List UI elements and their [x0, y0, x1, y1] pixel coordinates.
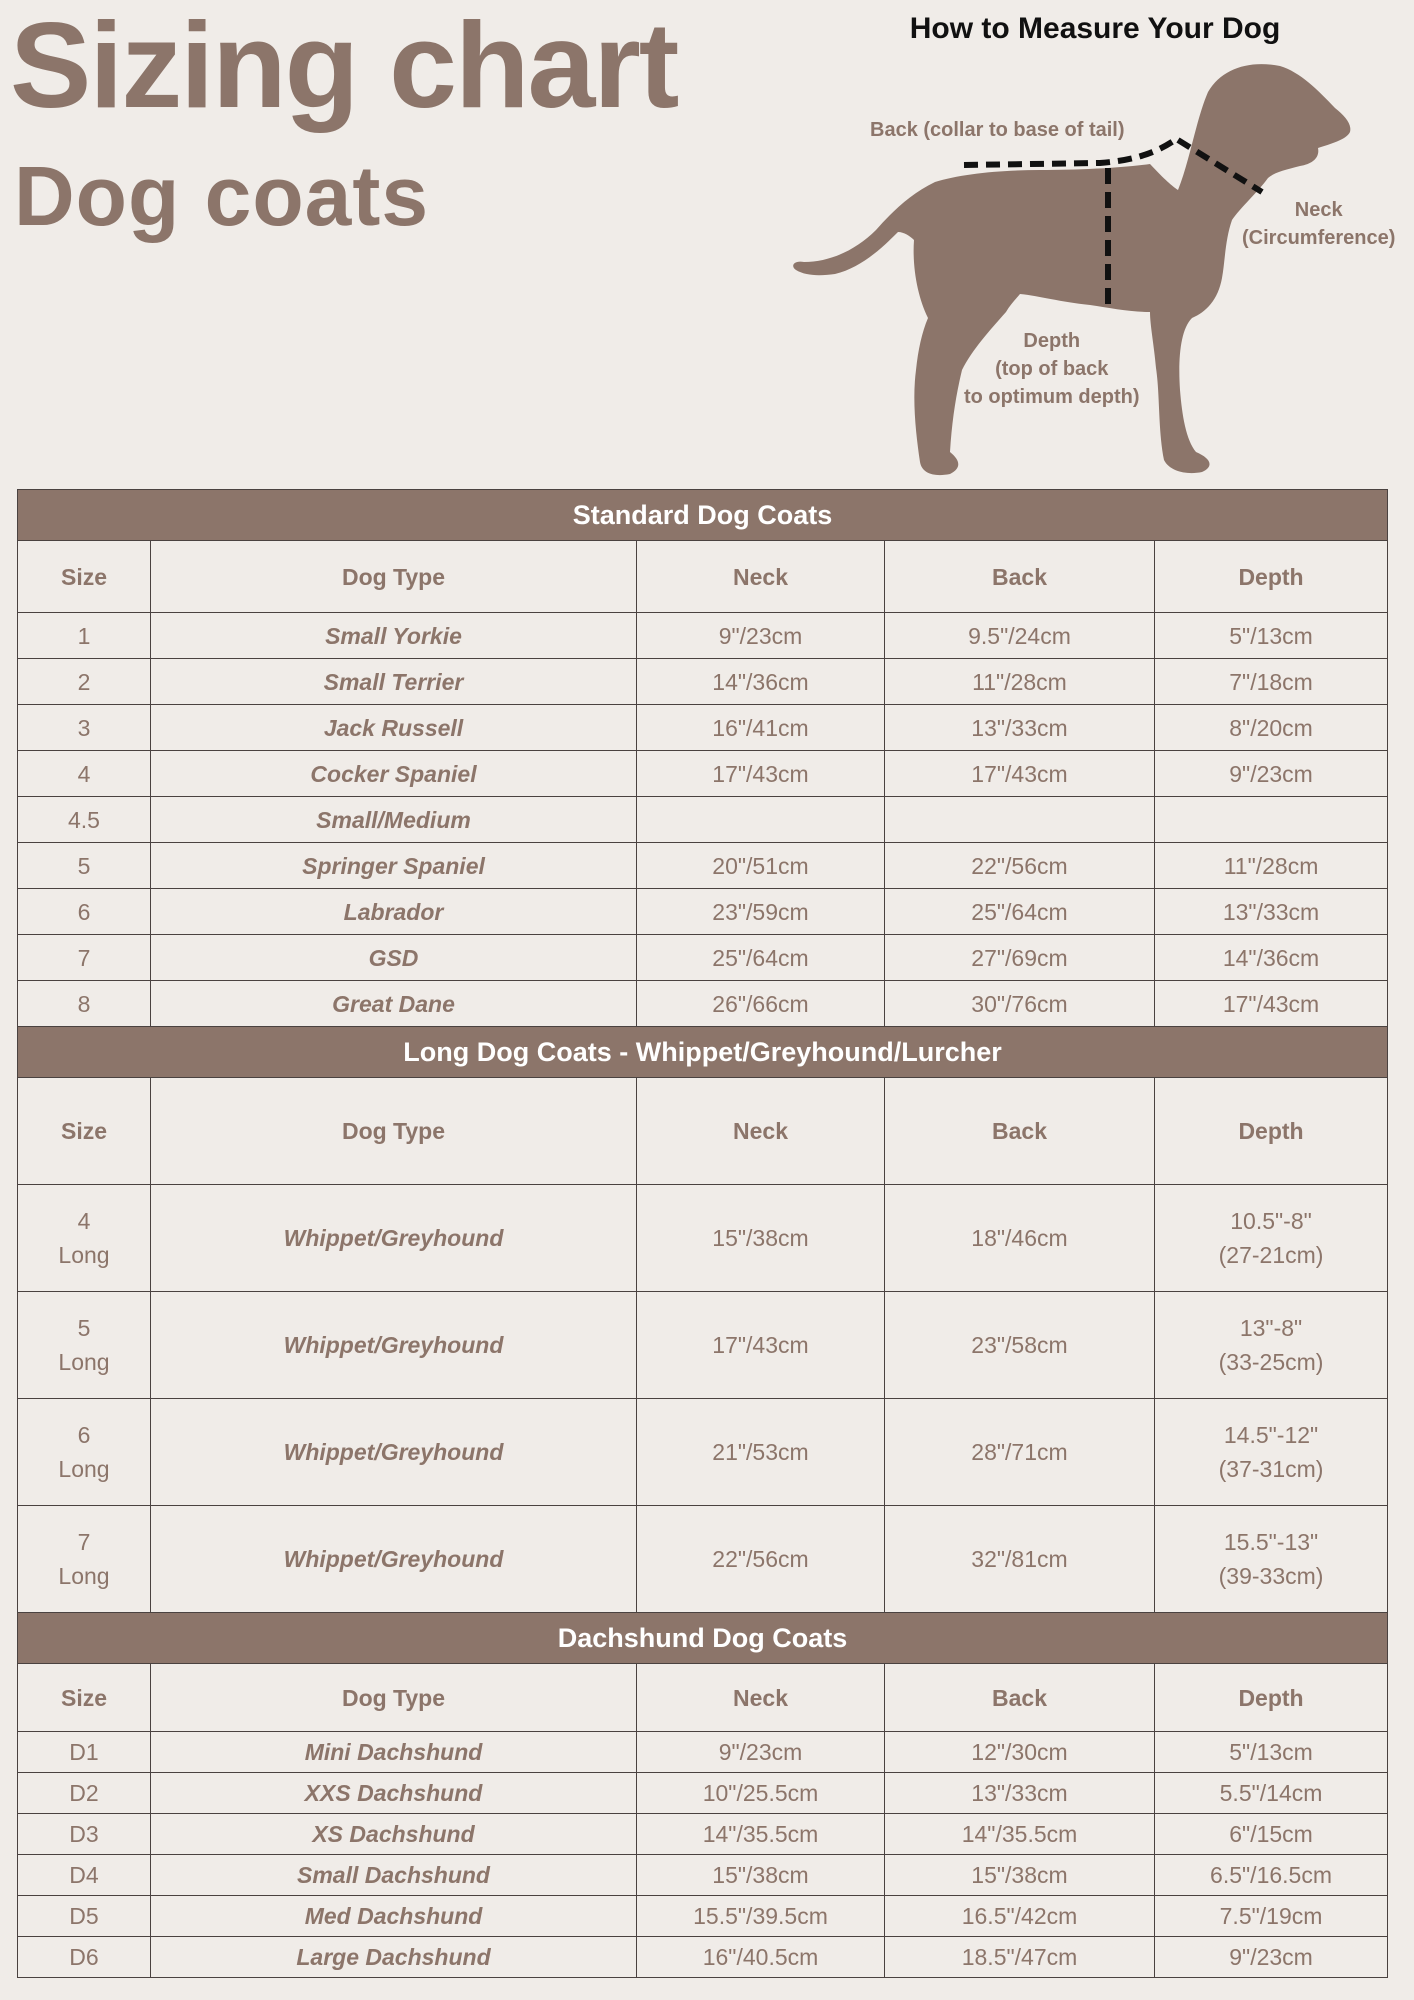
- depth-cell: 5"/13cm: [1155, 613, 1388, 659]
- depth-cell: [1155, 1185, 1388, 1292]
- size-line: 4: [77, 1208, 91, 1234]
- depth-cell: 9"/23cm: [1155, 1937, 1388, 1978]
- back-cell: 14"/35.5cm: [885, 1814, 1155, 1855]
- column-header: Neck: [637, 541, 885, 613]
- table-row: [18, 705, 1388, 751]
- size-cell: 3: [18, 705, 151, 751]
- column-header: Depth: [1155, 541, 1388, 613]
- back-cell: [885, 797, 1155, 843]
- column-header-row: [18, 541, 1388, 613]
- table-row: [18, 797, 1388, 843]
- size-line: Long: [58, 1563, 110, 1589]
- depth-cell: 11"/28cm: [1155, 843, 1388, 889]
- size-cell: D1: [18, 1732, 151, 1773]
- neck-cell: 21"/53cm: [637, 1399, 885, 1506]
- back-cell: 27"/69cm: [885, 935, 1155, 981]
- size-cell: 2: [18, 659, 151, 705]
- depth-line: (39-33cm): [1218, 1563, 1324, 1589]
- neck-cell: 14"/35.5cm: [637, 1814, 885, 1855]
- size-cell: 1: [18, 613, 151, 659]
- table-row: [18, 1292, 1388, 1399]
- depth-line: (33-25cm): [1218, 1349, 1324, 1375]
- depth-cell: 9"/23cm: [1155, 751, 1388, 797]
- neck-cell: 15"/38cm: [637, 1185, 885, 1292]
- neck-cell: 17"/43cm: [637, 751, 885, 797]
- column-header: Dog Type: [151, 1078, 637, 1185]
- neck-cell: 22"/56cm: [637, 1506, 885, 1613]
- dog-type-cell: Whippet/Greyhound: [151, 1292, 637, 1399]
- size-line: Long: [58, 1456, 110, 1482]
- depth-cell: 6.5"/16.5cm: [1155, 1855, 1388, 1896]
- back-cell: 23"/58cm: [885, 1292, 1155, 1399]
- dog-type-cell: XXS Dachshund: [151, 1773, 637, 1814]
- table-row: [18, 1732, 1388, 1773]
- table-row: [18, 981, 1388, 1027]
- size-cell: D2: [18, 1773, 151, 1814]
- table-row: [18, 659, 1388, 705]
- size-cell: 5: [18, 843, 151, 889]
- table-row: [18, 1773, 1388, 1814]
- dog-type-cell: Great Dane: [151, 981, 637, 1027]
- neck-cell: 25"/64cm: [637, 935, 885, 981]
- column-header: Back: [885, 1078, 1155, 1185]
- neck-cell: 23"/59cm: [637, 889, 885, 935]
- table-row: [18, 843, 1388, 889]
- dog-type-cell: Whippet/Greyhound: [151, 1399, 637, 1506]
- depth-label-line: to optimum depth): [964, 386, 1140, 408]
- section-header-row: [18, 1027, 1388, 1078]
- depth-cell: [1155, 1399, 1388, 1506]
- size-cell: 8: [18, 981, 151, 1027]
- back-cell: 28"/71cm: [885, 1399, 1155, 1506]
- neck-cell: 9"/23cm: [637, 1732, 885, 1773]
- size-cell: D3: [18, 1814, 151, 1855]
- neck-cell: 26"/66cm: [637, 981, 885, 1027]
- back-cell: 16.5"/42cm: [885, 1896, 1155, 1937]
- section-header-row: [18, 1613, 1388, 1664]
- column-header: Back: [885, 541, 1155, 613]
- measure-heading: How to Measure Your Dog: [909, 12, 1281, 45]
- depth-line: (37-31cm): [1218, 1456, 1324, 1482]
- dog-type-cell: Small Dachshund: [151, 1855, 637, 1896]
- neck-cell: 9"/23cm: [637, 613, 885, 659]
- size-line: 7: [77, 1529, 91, 1555]
- back-cell: 13"/33cm: [885, 1773, 1155, 1814]
- dog-type-cell: Whippet/Greyhound: [151, 1506, 637, 1613]
- neck-cell: 17"/43cm: [637, 1292, 885, 1399]
- dog-type-cell: Large Dachshund: [151, 1937, 637, 1978]
- depth-line: 14.5"-12": [1223, 1422, 1319, 1448]
- size-cell: 7: [18, 935, 151, 981]
- column-header: Back: [885, 1664, 1155, 1732]
- back-label: Back (collar to base of tail): [870, 119, 1125, 141]
- size-cell: [18, 1506, 151, 1613]
- column-header: Size: [18, 1664, 151, 1732]
- section-title: Long Dog Coats - Whippet/Greyhound/Lurcher: [18, 1027, 1388, 1078]
- depth-line: 15.5"-13": [1223, 1529, 1319, 1555]
- dog-type-cell: Whippet/Greyhound: [151, 1185, 637, 1292]
- page-title: Sizing chart: [10, 0, 678, 133]
- depth-line: (27-21cm): [1218, 1242, 1324, 1268]
- size-line: 5: [77, 1315, 91, 1341]
- table-row: [18, 1896, 1388, 1937]
- depth-cell: 7"/18cm: [1155, 659, 1388, 705]
- size-cell: [18, 1292, 151, 1399]
- table-row: [18, 1399, 1388, 1506]
- section-title: Standard Dog Coats: [18, 490, 1388, 541]
- column-header: Neck: [637, 1078, 885, 1185]
- dog-type-cell: Small Terrier: [151, 659, 637, 705]
- depth-cell: [1155, 1506, 1388, 1613]
- dog-type-cell: Small/Medium: [151, 797, 637, 843]
- depth-cell: 5.5"/14cm: [1155, 1773, 1388, 1814]
- depth-cell: 5"/13cm: [1155, 1732, 1388, 1773]
- neck-label-line: Neck: [1294, 199, 1343, 221]
- back-cell: 9.5"/24cm: [885, 613, 1155, 659]
- back-cell: 32"/81cm: [885, 1506, 1155, 1613]
- back-cell: 11"/28cm: [885, 659, 1155, 705]
- size-line: Long: [58, 1242, 110, 1268]
- section-header-row: [18, 490, 1388, 541]
- depth-line: 13"-8": [1239, 1315, 1303, 1341]
- dog-type-cell: Cocker Spaniel: [151, 751, 637, 797]
- column-header: Depth: [1155, 1664, 1388, 1732]
- column-header: Dog Type: [151, 1664, 637, 1732]
- size-cell: [18, 1185, 151, 1292]
- page-subtitle: Dog coats: [14, 149, 430, 243]
- neck-cell: 20"/51cm: [637, 843, 885, 889]
- neck-label: [1242, 196, 1395, 252]
- depth-cell: 6"/15cm: [1155, 1814, 1388, 1855]
- column-header: Size: [18, 541, 151, 613]
- neck-cell: 15"/38cm: [637, 1855, 885, 1896]
- depth-line: 10.5"-8": [1230, 1208, 1312, 1234]
- table-row: [18, 1855, 1388, 1896]
- table-row: [18, 1937, 1388, 1978]
- depth-label: [964, 327, 1140, 411]
- back-cell: 17"/43cm: [885, 751, 1155, 797]
- neck-label-line: (Circumference): [1242, 227, 1396, 249]
- depth-cell: 13"/33cm: [1155, 889, 1388, 935]
- size-cell: D5: [18, 1896, 151, 1937]
- neck-cell: 10"/25.5cm: [637, 1773, 885, 1814]
- neck-cell: [637, 797, 885, 843]
- size-cell: 4.5: [18, 797, 151, 843]
- back-cell: 22"/56cm: [885, 843, 1155, 889]
- dog-type-cell: Med Dachshund: [151, 1896, 637, 1937]
- neck-cell: 15.5"/39.5cm: [637, 1896, 885, 1937]
- size-line: Long: [58, 1349, 110, 1375]
- depth-cell: [1155, 1292, 1388, 1399]
- column-header-row: [18, 1664, 1388, 1732]
- depth-cell: 7.5"/19cm: [1155, 1896, 1388, 1937]
- table-row: [18, 1814, 1388, 1855]
- depth-label-line: (top of back: [995, 358, 1109, 380]
- depth-cell: 8"/20cm: [1155, 705, 1388, 751]
- dog-type-cell: Labrador: [151, 889, 637, 935]
- dog-type-cell: GSD: [151, 935, 637, 981]
- size-cell: 4: [18, 751, 151, 797]
- column-header-row: [18, 1078, 1388, 1185]
- back-cell: 18.5"/47cm: [885, 1937, 1155, 1978]
- sizing-table: [17, 489, 1388, 1978]
- depth-label-line: Depth: [1023, 330, 1081, 352]
- size-line: 6: [77, 1422, 91, 1448]
- section-title: Dachshund Dog Coats: [18, 1613, 1388, 1664]
- size-cell: 6: [18, 889, 151, 935]
- column-header: Dog Type: [151, 541, 637, 613]
- depth-cell: [1155, 797, 1388, 843]
- table-row: [18, 751, 1388, 797]
- table-row: [18, 613, 1388, 659]
- neck-cell: 14"/36cm: [637, 659, 885, 705]
- back-cell: 18"/46cm: [885, 1185, 1155, 1292]
- depth-cell: 14"/36cm: [1155, 935, 1388, 981]
- table-row: [18, 1506, 1388, 1613]
- table-row: [18, 889, 1388, 935]
- column-header: Depth: [1155, 1078, 1388, 1185]
- dog-type-cell: Springer Spaniel: [151, 843, 637, 889]
- dog-type-cell: XS Dachshund: [151, 1814, 637, 1855]
- neck-cell: 16"/41cm: [637, 705, 885, 751]
- table-row: [18, 1185, 1388, 1292]
- back-cell: 15"/38cm: [885, 1855, 1155, 1896]
- column-header: Neck: [637, 1664, 885, 1732]
- size-cell: D6: [18, 1937, 151, 1978]
- back-cell: 12"/30cm: [885, 1732, 1155, 1773]
- dog-type-cell: Small Yorkie: [151, 613, 637, 659]
- back-cell: 25"/64cm: [885, 889, 1155, 935]
- dog-type-cell: Jack Russell: [151, 705, 637, 751]
- column-header: Size: [18, 1078, 151, 1185]
- size-cell: [18, 1399, 151, 1506]
- table-row: [18, 935, 1388, 981]
- neck-cell: 16"/40.5cm: [637, 1937, 885, 1978]
- back-cell: 13"/33cm: [885, 705, 1155, 751]
- back-cell: 30"/76cm: [885, 981, 1155, 1027]
- depth-cell: 17"/43cm: [1155, 981, 1388, 1027]
- size-cell: D4: [18, 1855, 151, 1896]
- dog-type-cell: Mini Dachshund: [151, 1732, 637, 1773]
